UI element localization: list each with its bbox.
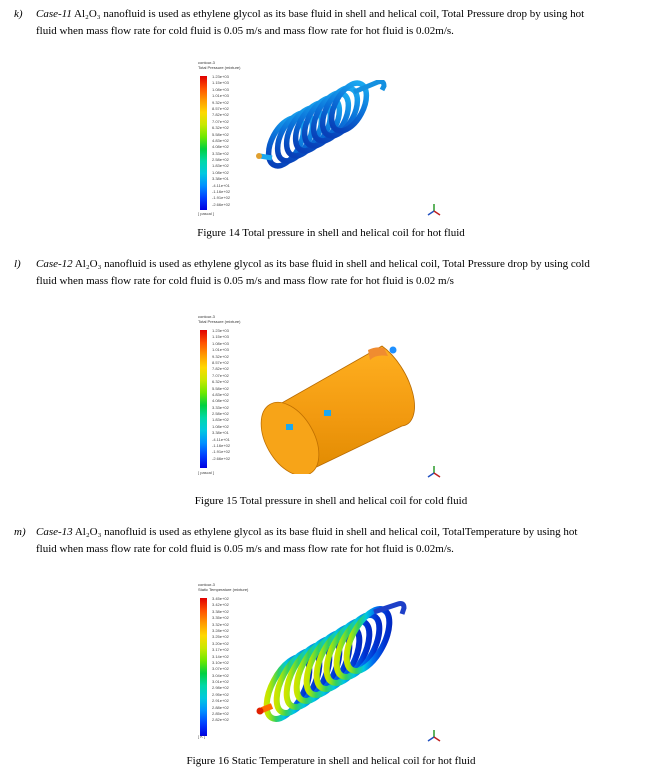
figure-15 (190, 314, 460, 486)
figure-caption: Figure 14 Total pressure in shell and helical coil for hot fluid (197, 227, 465, 239)
figure-14 (190, 60, 460, 225)
helical-coil-temperature-render (250, 598, 410, 738)
paragraph-line-2: fluid when mass flow rate for cold fluid is 0.05 m/s and mass flow rate for hot fluid is 0.02 m/s (36, 275, 454, 287)
case-title: Case-13 (36, 526, 73, 538)
legend-labels: 1.23e+03 1.15e+03 1.08e+03 1.01e+03 9.32e+02 8.57e+02 7.82e+02 7.07e+02 6.32e+02 5.58e+02 4.83e+02 4.08e+02 3.33e+02 2.58e+02 1.83e+02 1.08e+02 3.38e+01 -4.11e+01 -1.16e+02 -1.91e+02 -2.66e+02 (212, 74, 231, 207)
axes-triad-icon (426, 202, 442, 218)
item-label: k) (14, 8, 23, 20)
case-title: Case-11 (36, 8, 72, 20)
legend-title: contour-3 Total Pressure (mixture) (198, 60, 241, 70)
paragraph-line-1: Al₂O₃ nanofluid is used as ethylene glycol as its base fluid in shell and helical coil, Total Pressure drop by using cold (72, 258, 590, 270)
legend-labels: 3.45e+02 3.42e+02 3.38e+02 3.35e+02 3.32e+02 3.28e+02 3.25e+02 3.20e+02 3.17e+02 3.14e+02 3.10e+02 3.07e+02 3.04e+02 3.01e+02 2.98e+02 2.95e+02 2.91e+02 2.88e+02 2.85e+02 2.82e+02 (212, 596, 229, 723)
figure-16 (190, 582, 460, 750)
paragraph-line-1: Al₂O₃ nanofluid is used as ethylene glycol as its base fluid in shell and helical coil, Total Pressure drop by using hot (71, 8, 585, 20)
axes-triad-icon (426, 464, 442, 480)
paragraph-line-2: fluid when mass flow rate for cold fluid is 0.05 m/s and mass flow rate for hot fluid is 0.02m/s. (36, 25, 454, 37)
item-label: l) (14, 258, 21, 270)
legend-unit: [ pascal ] (198, 211, 215, 216)
item-label: m) (14, 526, 26, 538)
legend-unit: [ pascal ] (198, 470, 215, 475)
legend-title: contour-3 Static Temperature (mixture) (198, 582, 249, 592)
legend-color-bar (200, 330, 207, 468)
helical-coil-render (250, 80, 400, 180)
legend-unit: [ K ] (198, 734, 206, 739)
legend-title: contour-3 Total Pressure (mixture) (198, 314, 241, 324)
figure-caption: Figure 15 Total pressure in shell and helical coil for cold fluid (194, 495, 468, 507)
paragraph-line-1: Al₂O₃ nanofluid is used as ethylene glycol as its base fluid in shell and helical coil, TotalTemperature by using hot (72, 526, 578, 538)
axes-triad-icon (426, 728, 442, 744)
figure-caption: Figure 16 Static Temperature in shell and helical coil for hot fluid (186, 755, 476, 767)
case-title: Case-12 (36, 258, 73, 270)
paragraph-line-2: fluid when mass flow rate for cold fluid is 0.05 m/s and mass flow rate for hot fluid is 0.02m/s. (36, 543, 454, 555)
paragraph-case-11 (14, 6, 638, 40)
legend-color-bar (200, 598, 207, 736)
legend-color-bar (200, 76, 207, 210)
shell-cylinder-render (250, 324, 420, 474)
legend-labels: 1.23e+03 1.15e+03 1.08e+03 1.01e+03 9.32e+02 8.57e+02 7.82e+02 7.07e+02 6.32e+02 5.58e+02 4.83e+02 4.08e+02 3.33e+02 2.58e+02 1.83e+02 1.08e+02 3.38e+01 -4.11e+01 -1.16e+02 -1.91e+02 -2.66e+02 (212, 328, 231, 461)
paragraph-case-12 (14, 256, 638, 290)
paragraph-case-13 (14, 524, 638, 558)
